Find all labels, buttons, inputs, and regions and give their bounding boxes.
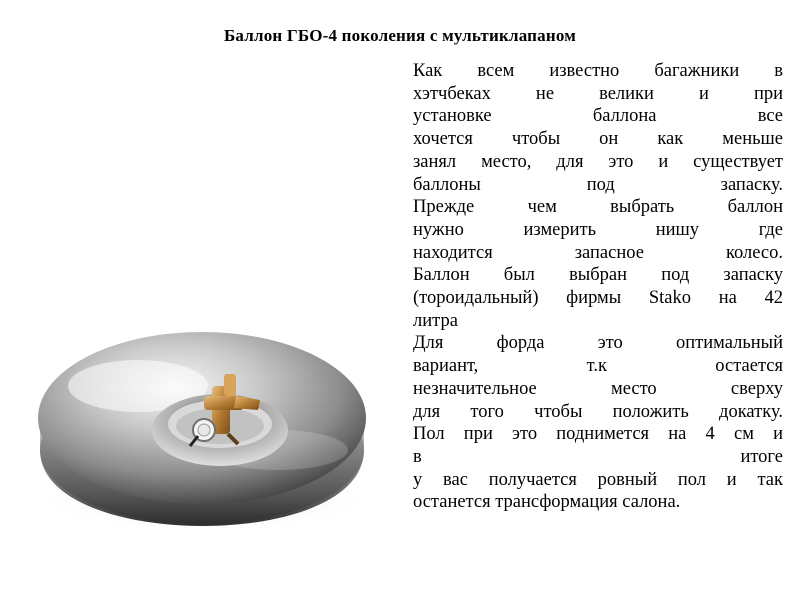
- text-line: литра: [413, 310, 458, 331]
- slide-title: Баллон ГБО-4 поколения с мультиклапаном: [223, 26, 577, 45]
- text-line: незначительное место сверху: [413, 378, 783, 399]
- text-line: для того чтобы положить докатку.: [413, 401, 783, 422]
- text-line: установке баллона все: [413, 106, 783, 127]
- text-line: Прежде чем выбрать баллон: [413, 197, 783, 218]
- text-line: Для форда это оптимальный: [413, 333, 783, 354]
- text-line: нужно измерить нишу где: [413, 219, 783, 240]
- text-line: в итоге: [413, 446, 783, 467]
- body-text: [413, 60, 783, 514]
- text-line: занял место, для это и существует: [413, 151, 783, 172]
- text-line: Пол при это поднимется на 4 см и: [413, 424, 783, 445]
- text-line: вариант, т.к остается: [413, 356, 783, 377]
- text-line: у вас получается ровный пол и так: [413, 469, 783, 490]
- text-line: находится запасное колесо.: [413, 242, 783, 263]
- text-line: баллоны под запаску.: [413, 174, 783, 195]
- text-line: хэтчбеках не велики и при: [413, 83, 783, 104]
- text-line: Баллон был выбран под запаску: [413, 265, 783, 286]
- toroidal-lpg-tank-image: [28, 300, 378, 540]
- text-line: Как всем известно багажники в: [413, 61, 783, 81]
- toroidal-lpg-tank-icon: [28, 300, 378, 540]
- text-line: останется трансформация салона.: [413, 492, 681, 513]
- text-line: (тороидальный) фирмы Stako на 42: [413, 288, 783, 309]
- text-line: хочется чтобы он как меньше: [413, 129, 783, 150]
